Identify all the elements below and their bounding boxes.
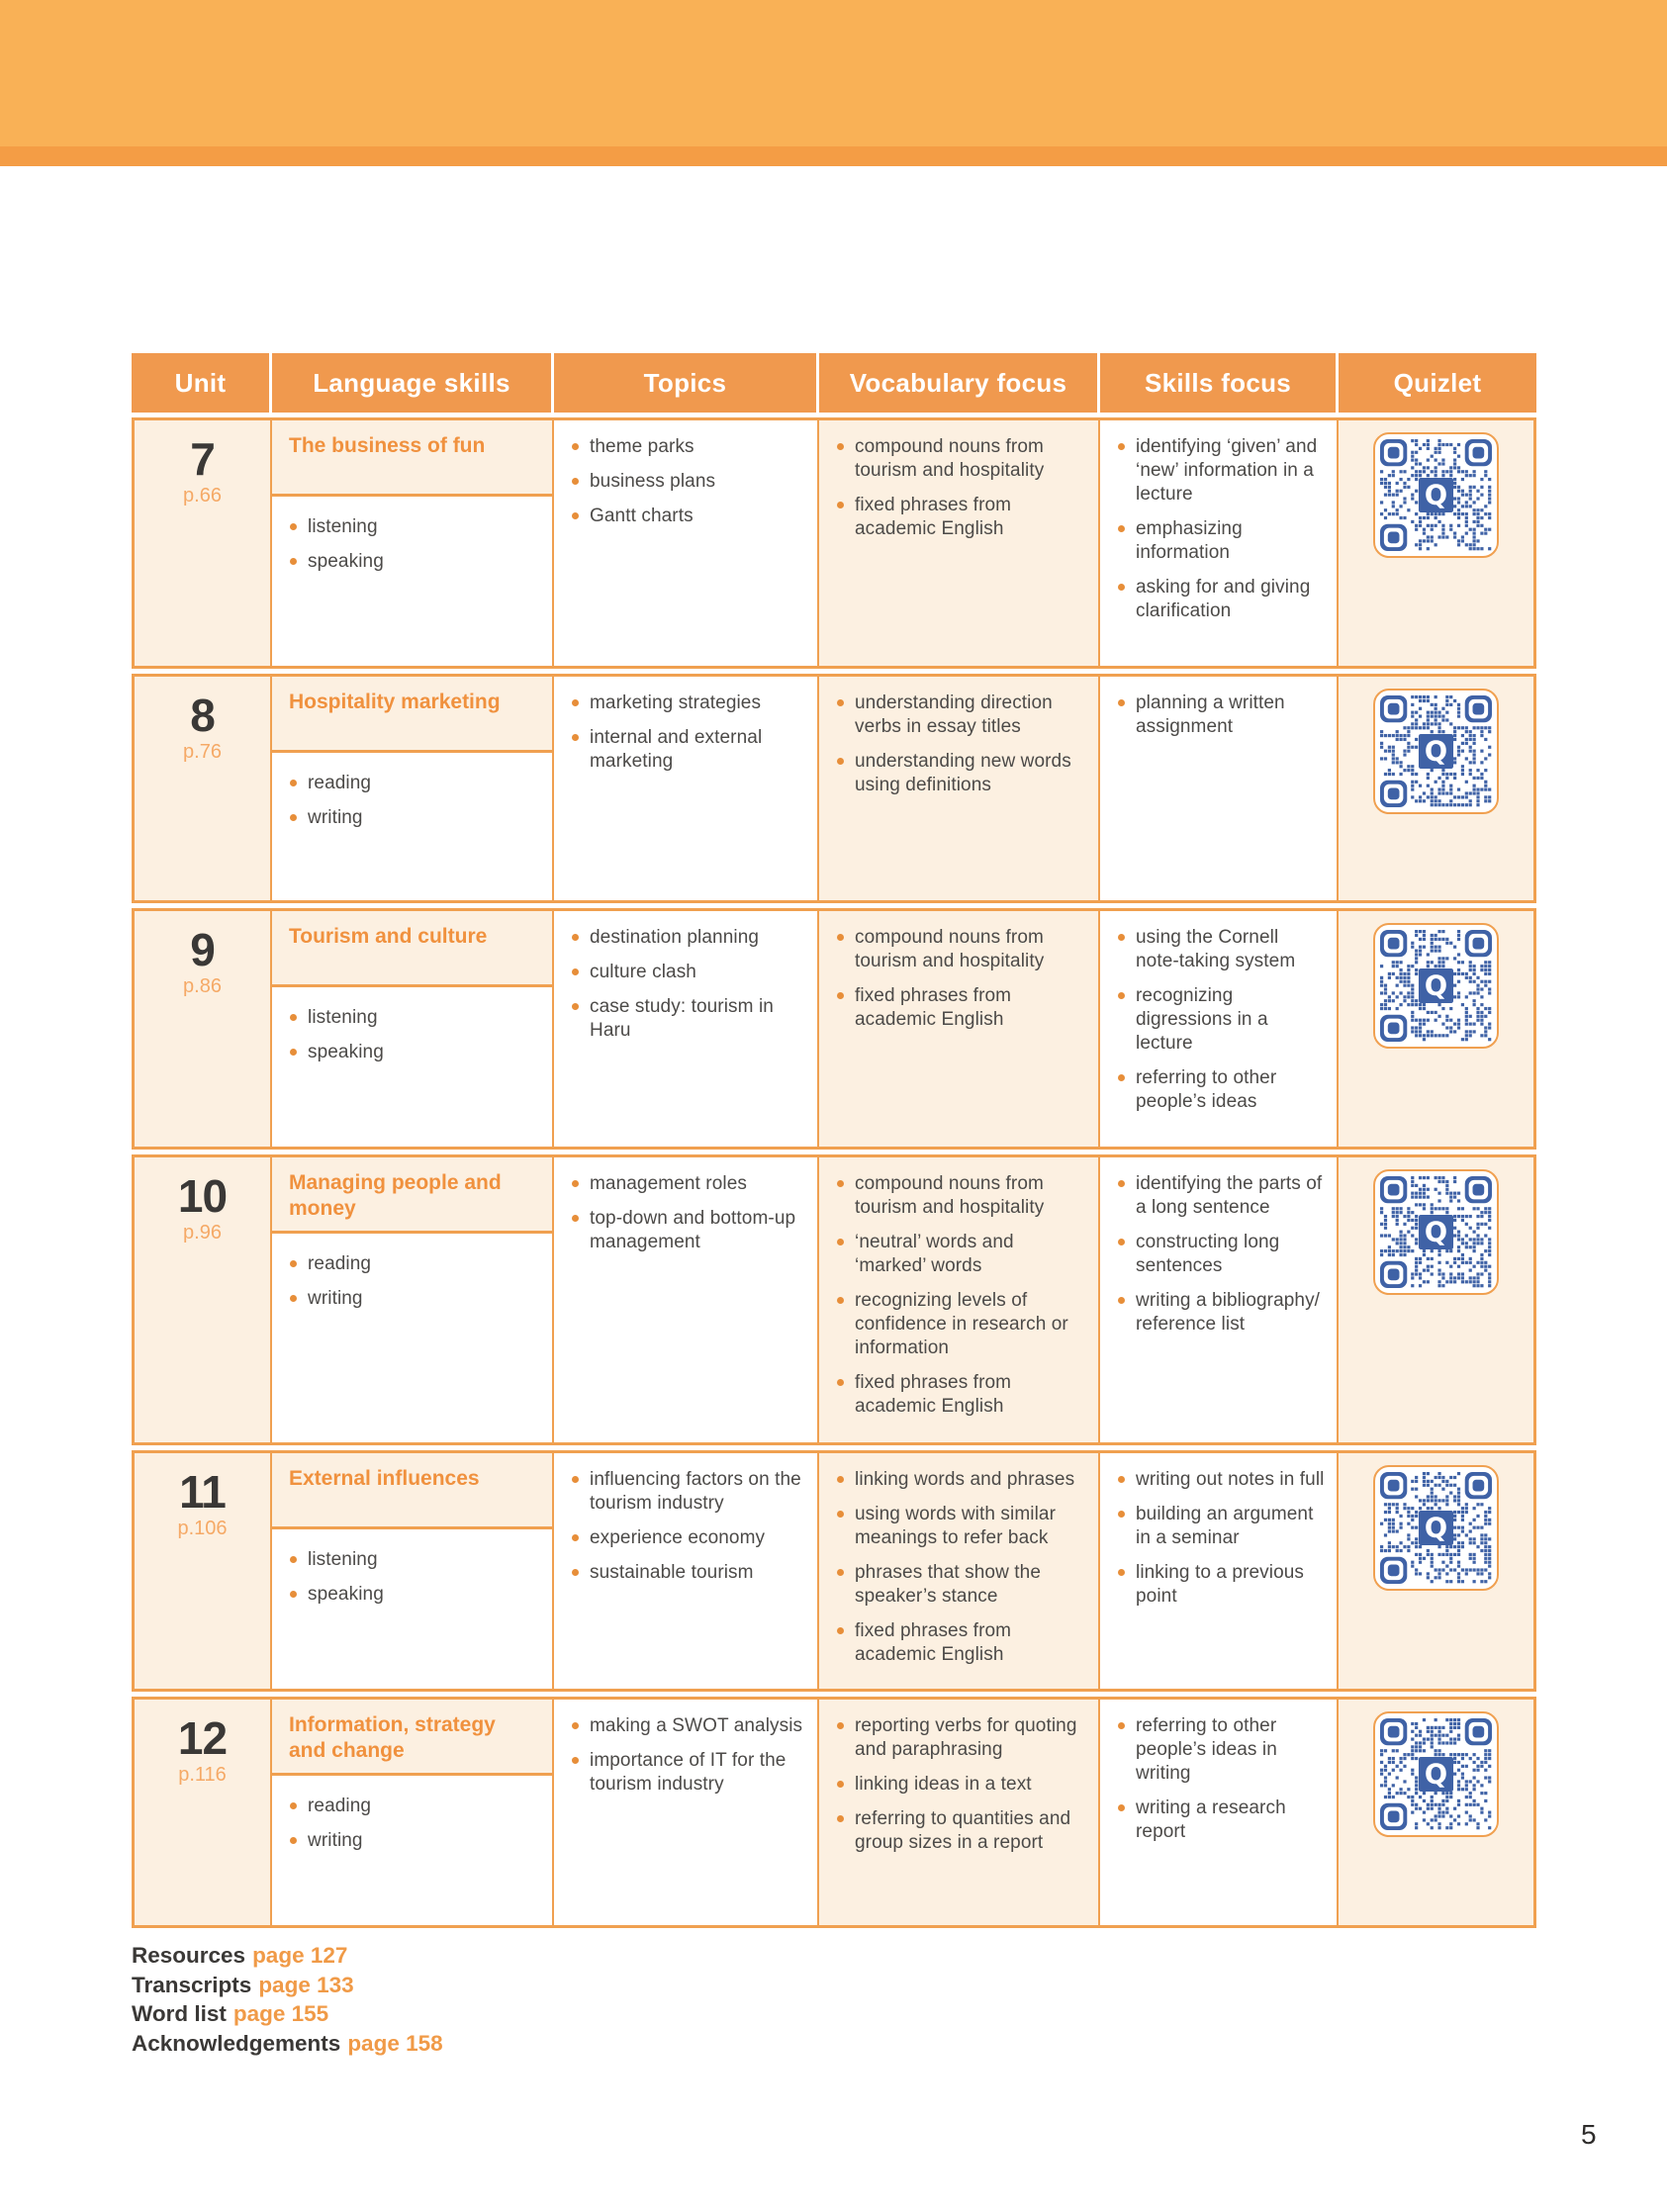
quizlet-cell (1339, 417, 1536, 669)
bullet-item: culture clash (565, 961, 807, 984)
bullet-item: building an argument in a seminar (1111, 1503, 1327, 1550)
unit-row-8 (132, 674, 1536, 903)
bullet-item: reading (283, 1252, 542, 1276)
footer-link-word-list (132, 1999, 443, 2029)
topics-cell (554, 1450, 819, 1692)
vocabulary-focus-cell (819, 1697, 1100, 1928)
unit-cell (132, 908, 272, 1150)
bullet-item: linking ideas in a text (830, 1773, 1088, 1797)
bullet-item: speaking (283, 550, 542, 574)
topics-list (554, 1157, 817, 1275)
column-header-skills-focus: Skills focus (1100, 353, 1339, 413)
unit-number: 10 (177, 1170, 228, 1222)
bullet-item: fixed phrases from academic English (830, 984, 1088, 1032)
bullet-item: identifying the parts of a long sentence (1111, 1172, 1327, 1220)
topics-list (554, 1700, 817, 1817)
bullet-item: recognizing digressions in a lecture (1111, 984, 1327, 1056)
bullet-item: understanding new words using definitions (830, 750, 1088, 797)
svg-text:Q: Q (1424, 970, 1448, 1002)
footer-link-transcripts (132, 1971, 443, 2000)
bullet-item: internal and external marketing (565, 726, 807, 774)
footer-link-label: Word list (132, 2001, 227, 2026)
language-skills-cell (272, 674, 554, 903)
bullet-item: marketing strategies (565, 691, 807, 715)
topics-cell (554, 417, 819, 669)
quizlet-qr-code (1373, 1169, 1499, 1295)
unit-title: The business of fun (272, 420, 552, 497)
unit-title: Managing people and money (272, 1157, 552, 1234)
unit-number: 11 (179, 1466, 226, 1518)
svg-text:Q: Q (1424, 480, 1448, 511)
unit-number: 9 (190, 924, 215, 975)
bullet-item: experience economy (565, 1526, 807, 1550)
skills-focus-list (1100, 1700, 1337, 1865)
bullet-item: management roles (565, 1172, 807, 1196)
bullet-item: understanding direction verbs in essay titles (830, 691, 1088, 739)
footer-link-label: Resources (132, 1943, 246, 1968)
svg-text:Q: Q (1424, 736, 1448, 768)
unit-row-11 (132, 1450, 1536, 1692)
bullet-item: fixed phrases from academic English (830, 1619, 1088, 1667)
topics-list (554, 1453, 817, 1606)
skills-focus-list (1100, 420, 1337, 644)
unit-row-9 (132, 908, 1536, 1150)
bullet-item: referring to quantities and group sizes in a report (830, 1807, 1088, 1855)
skills-focus-cell (1100, 674, 1339, 903)
bullet-item: linking words and phrases (830, 1468, 1088, 1492)
column-header-vocabulary-focus: Vocabulary focus (819, 353, 1100, 413)
skills-focus-cell (1100, 1450, 1339, 1692)
unit-title: Hospitality marketing (272, 677, 552, 753)
svg-text:Q: Q (1424, 1217, 1448, 1248)
bullet-item: Gantt charts (565, 505, 807, 528)
quizlet-cell (1339, 674, 1536, 903)
unit-page-ref: p.106 (177, 1518, 228, 1539)
bullet-item: writing a research report (1111, 1797, 1327, 1844)
vocabulary-focus-cell (819, 1154, 1100, 1445)
language-skills-cell (272, 1450, 554, 1692)
footer-link-page-ref: page 127 (252, 1943, 348, 1968)
vocabulary-focus-list (819, 1157, 1098, 1438)
bullet-item: asking for and giving clarification (1111, 576, 1327, 623)
bullet-item: referring to other people’s ideas (1111, 1066, 1327, 1114)
quizlet-qr-code (1373, 1465, 1499, 1591)
bullet-item: writing (283, 1829, 542, 1853)
unit-page-ref: p.86 (183, 975, 222, 997)
skills-focus-list (1100, 677, 1337, 760)
topics-cell (554, 1154, 819, 1445)
bullet-item: listening (283, 1006, 542, 1030)
bullet-item: recognizing levels of confidence in research or information (830, 1289, 1088, 1360)
language-skills-list (272, 1234, 552, 1332)
footer-link-page-ref: page 155 (232, 2001, 329, 2026)
unit-row-10 (132, 1154, 1536, 1445)
bullet-item: writing (283, 1287, 542, 1311)
column-header-quizlet: Quizlet (1339, 353, 1536, 413)
vocabulary-focus-list (819, 420, 1098, 562)
quizlet-cell (1339, 908, 1536, 1150)
unit-page-ref: p.76 (183, 741, 222, 763)
language-skills-cell (272, 1154, 554, 1445)
footer-link-label: Transcripts (132, 1972, 252, 1997)
bullet-item: linking to a previous point (1111, 1561, 1327, 1609)
top-band-bottom-strip (0, 146, 1667, 166)
topics-cell (554, 674, 819, 903)
bullet-item: sustainable tourism (565, 1561, 807, 1585)
quizlet-qr-code (1373, 923, 1499, 1049)
bullet-item: speaking (283, 1583, 542, 1607)
top-decorative-band (0, 0, 1667, 146)
skills-focus-list (1100, 1453, 1337, 1629)
vocabulary-focus-list (819, 677, 1098, 818)
page-number: 5 (1581, 2119, 1597, 2150)
topics-cell (554, 1697, 819, 1928)
quizlet-cell (1339, 1154, 1536, 1445)
bullet-item: speaking (283, 1041, 542, 1064)
vocabulary-focus-list (819, 911, 1098, 1053)
footer-link-page-ref: page 133 (258, 1972, 354, 1997)
bullet-item: fixed phrases from academic English (830, 494, 1088, 541)
unit-cell (132, 1450, 272, 1692)
vocabulary-focus-list (819, 1700, 1098, 1876)
topics-list (554, 420, 817, 549)
unit-title: Tourism and culture (272, 911, 552, 987)
footer-link-label: Acknowledgements (132, 2030, 341, 2056)
unit-title: Information, strategy and change (272, 1700, 552, 1776)
bullet-item: identifying ‘given’ and ‘new’ information in a lecture (1111, 435, 1327, 507)
language-skills-cell (272, 1697, 554, 1928)
bullet-item: referring to other people’s ideas in writing (1111, 1714, 1327, 1786)
unit-number: 7 (190, 433, 215, 485)
bullet-item: fixed phrases from academic English (830, 1371, 1088, 1419)
bullet-item: destination planning (565, 926, 807, 950)
column-header-unit: Unit (132, 353, 272, 413)
vocabulary-focus-cell (819, 1450, 1100, 1692)
bullet-item: writing a bibliography/ reference list (1111, 1289, 1327, 1336)
language-skills-list (272, 497, 552, 595)
vocabulary-focus-list (819, 1453, 1098, 1688)
skills-focus-cell (1100, 417, 1339, 669)
table-header-row (132, 353, 1536, 413)
back-matter-links (132, 1941, 443, 2058)
bullet-item: making a SWOT analysis (565, 1714, 807, 1738)
bullet-item: business plans (565, 470, 807, 494)
bullet-item: reading (283, 1795, 542, 1818)
unit-cell (132, 1697, 272, 1928)
vocabulary-focus-cell (819, 908, 1100, 1150)
bullet-item: reading (283, 772, 542, 795)
quizlet-qr-code (1373, 689, 1499, 814)
skills-focus-list (1100, 1157, 1337, 1357)
skills-focus-list (1100, 911, 1337, 1135)
footer-link-acknowledgements (132, 2029, 443, 2059)
skills-focus-cell (1100, 1154, 1339, 1445)
bullet-item: ‘neutral’ words and ‘marked’ words (830, 1231, 1088, 1278)
quizlet-qr-code (1373, 1711, 1499, 1837)
svg-text:Q: Q (1424, 1513, 1448, 1544)
bullet-item: importance of IT for the tourism industry (565, 1749, 807, 1797)
quizlet-cell (1339, 1450, 1536, 1692)
topics-list (554, 677, 817, 794)
language-skills-cell (272, 417, 554, 669)
topics-list (554, 911, 817, 1063)
skills-focus-cell (1100, 908, 1339, 1150)
bullet-item: compound nouns from tourism and hospitality (830, 1172, 1088, 1220)
unit-number: 12 (177, 1712, 228, 1764)
bullet-item: compound nouns from tourism and hospitality (830, 926, 1088, 973)
bullet-item: listening (283, 1548, 542, 1572)
unit-cell (132, 1154, 272, 1445)
vocabulary-focus-cell (819, 417, 1100, 669)
language-skills-list (272, 987, 552, 1085)
bullet-item: reporting verbs for quoting and paraphrasing (830, 1714, 1088, 1762)
bullet-item: writing out notes in full (1111, 1468, 1327, 1492)
column-header-language-skills: Language skills (272, 353, 554, 413)
unit-cell (132, 417, 272, 669)
language-skills-cell (272, 908, 554, 1150)
unit-title: External influences (272, 1453, 552, 1529)
unit-row-7 (132, 417, 1536, 669)
bullet-item: theme parks (565, 435, 807, 459)
language-skills-list (272, 1529, 552, 1627)
quizlet-qr-code (1373, 432, 1499, 558)
bullet-item: constructing long sentences (1111, 1231, 1327, 1278)
bullet-item: using the Cornell note-taking system (1111, 926, 1327, 973)
footer-link-page-ref: page 158 (347, 2030, 443, 2056)
contents-table (132, 348, 1536, 1933)
bullet-item: phrases that show the speaker’s stance (830, 1561, 1088, 1609)
topics-cell (554, 908, 819, 1150)
vocabulary-focus-cell (819, 674, 1100, 903)
bullet-item: writing (283, 806, 542, 830)
bullet-item: top-down and bottom-up management (565, 1207, 807, 1254)
language-skills-list (272, 753, 552, 851)
bullet-item: compound nouns from tourism and hospitality (830, 435, 1088, 483)
bullet-item: emphasizing information (1111, 517, 1327, 565)
quizlet-cell (1339, 1697, 1536, 1928)
footer-link-resources (132, 1941, 443, 1971)
svg-text:Q: Q (1424, 1759, 1448, 1791)
bullet-item: influencing factors on the tourism industry (565, 1468, 807, 1516)
column-header-topics: Topics (554, 353, 819, 413)
unit-page-ref: p.96 (183, 1222, 222, 1244)
language-skills-list (272, 1776, 552, 1874)
bullet-item: case study: tourism in Haru (565, 995, 807, 1043)
bullet-item: listening (283, 515, 542, 539)
unit-page-ref: p.66 (183, 485, 222, 507)
skills-focus-cell (1100, 1697, 1339, 1928)
unit-row-12 (132, 1697, 1536, 1928)
bullet-item: using words with similar meanings to refer back (830, 1503, 1088, 1550)
unit-cell (132, 674, 272, 903)
unit-number: 8 (190, 690, 215, 741)
bullet-item: planning a written assignment (1111, 691, 1327, 739)
unit-page-ref: p.116 (178, 1764, 227, 1786)
